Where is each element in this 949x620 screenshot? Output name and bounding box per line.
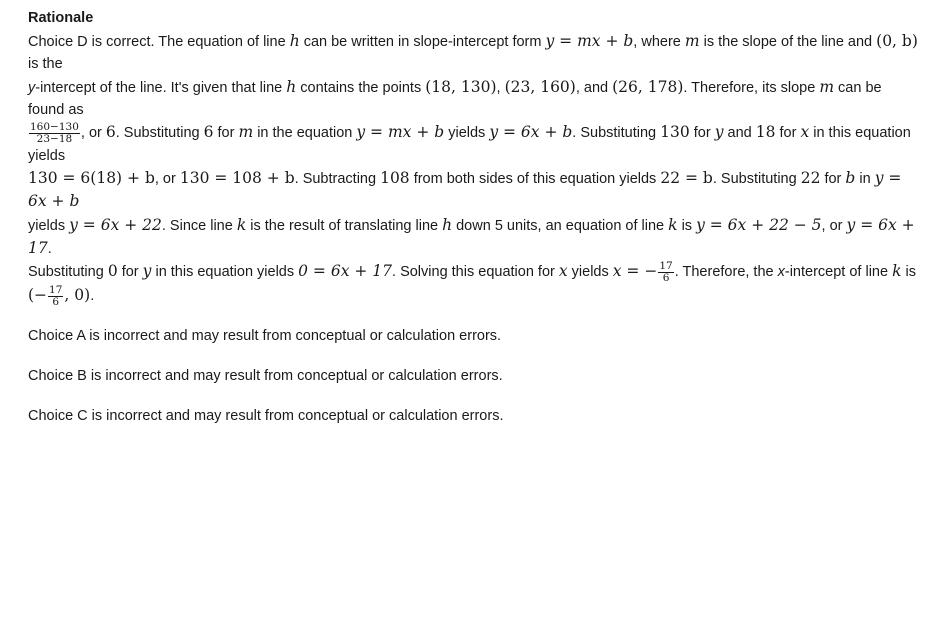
rationale-italic-text: y [28,79,36,96]
rationale-text: . Substituting [115,125,204,142]
rationale-text: is [901,264,916,281]
math-equation: y = mx + b [356,123,445,142]
math-fraction [48,285,63,308]
math-var: h [289,32,300,50]
rationale-text: in this equation yields [28,125,911,164]
rationale-text: . Substituting [572,125,661,142]
math-equation: x = − [612,262,658,281]
fraction-denominator: 6 [662,272,670,285]
rationale-text: and [723,125,756,142]
rationale-text: can be found as [28,79,882,118]
math-equation: 130 = 108 + b [179,169,295,188]
rationale-paragraph [28,30,920,308]
math-number: 6 [203,123,214,142]
rationale-text: yields [567,264,613,281]
math-var: h [442,215,453,234]
fraction-numerator: 17 [659,260,673,273]
fraction-denominator: 23−18 [36,132,73,145]
math-equation: 0 = 6x + 17 [298,262,393,281]
math-var: y [142,262,152,281]
math-equation: 22 = b [660,169,713,188]
rationale-text: is the result of translating line [246,217,443,234]
rationale-text: for [117,264,143,281]
rationale-text: is [677,217,697,234]
rationale-text: , where [633,34,685,50]
rationale-text: for [820,171,846,188]
rationale-text: down 5 units, an equation of line [452,217,669,234]
math-point: (− [28,286,48,305]
rationale-text: . [47,241,52,258]
rationale-text: . Therefore, the [674,264,778,281]
math-number: 108 [380,169,410,188]
math-equation: y = 6x + 22 − 5 [696,215,822,234]
math-var: b [845,169,856,188]
math-number: 6 [105,123,116,142]
math-var: m [819,77,835,96]
rationale-text: . Subtracting [294,171,381,188]
fraction-numerator: 160−130 [30,120,79,133]
fraction-numerator: 17 [49,283,63,296]
math-equation: y = 6x + 17 [28,215,915,258]
rationale-text: is the [28,56,63,73]
rationale-italic-text: x [777,264,785,281]
math-equation: y = 6x + 22 [69,215,162,234]
math-var: k [236,215,247,234]
math-fraction [29,122,80,145]
rationale-text: Choice D is correct. The equation of line [28,34,290,50]
fraction-denominator: 6 [52,295,60,308]
rationale-text: -intercept of the line. It's given that line [35,79,287,96]
math-number: 18 [755,123,776,142]
rationale-text: . [90,288,95,305]
rationale-text: can be written in slope-intercept form [299,34,546,50]
rationale-text: , and [575,79,613,96]
rationale-text: . Solving this equation for [392,264,559,281]
rationale-text: in [855,171,875,188]
math-var: k [668,215,678,234]
rationale-text: , [496,79,505,96]
choice-b-explanation: Choice B is incorrect and may result from conceptual or calculation errors. [28,367,503,384]
math-point: , 0) [64,286,91,305]
rationale-text: , or [80,125,106,142]
math-point: (18, 130) [425,77,497,96]
math-var: y [714,123,724,142]
math-point: (0, b) [876,32,918,50]
rationale-text: -intercept of line [784,264,893,281]
choice-a-explanation: Choice A is incorrect and may result from conceptual or calculation errors. [28,327,502,344]
math-fraction [658,261,673,284]
math-var: m [238,123,254,142]
rationale-text: contains the points [296,79,426,96]
rationale-text: . Substituting [712,171,801,188]
rationale-text: Substituting [28,264,108,281]
math-number: 130 [660,123,690,142]
math-var: h [286,77,297,96]
math-var: k [892,262,902,281]
math-equation: y = 6x + b [28,169,902,211]
math-var: x [558,262,568,281]
rationale-text: from both sides of this equation yields [409,171,661,188]
rationale-text: , or [821,217,847,234]
math-number: 0 [107,262,118,281]
rationale-text: for [689,125,715,142]
math-equation: y = 6x + b [489,123,573,142]
choice-c-explanation: Choice C is incorrect and may result from conceptual or calculation errors. [28,407,504,424]
rationale-text: for [775,125,801,142]
math-number: 22 [800,169,821,188]
rationale-text: in the equation [253,125,357,142]
math-point: (26, 178) [612,77,684,96]
math-equation: y = mx + b [545,32,634,50]
math-equation: 130 = 6(18) + b [28,169,155,188]
rationale-text: yields [444,125,490,142]
rationale-text: . Since line [161,217,237,234]
rationale-panel [28,8,920,426]
math-point: (23, 160) [504,77,576,96]
math-var: m [684,32,700,50]
rationale-heading: Rationale [28,10,94,26]
rationale-text: in this equation yields [151,264,299,281]
rationale-text: . Therefore, its slope [683,79,820,96]
rationale-text: , or [154,171,180,188]
rationale-text: is the slope of the line and [699,34,877,50]
math-var: x [800,123,810,142]
rationale-text: yields [28,217,70,234]
rationale-text: for [213,125,239,142]
